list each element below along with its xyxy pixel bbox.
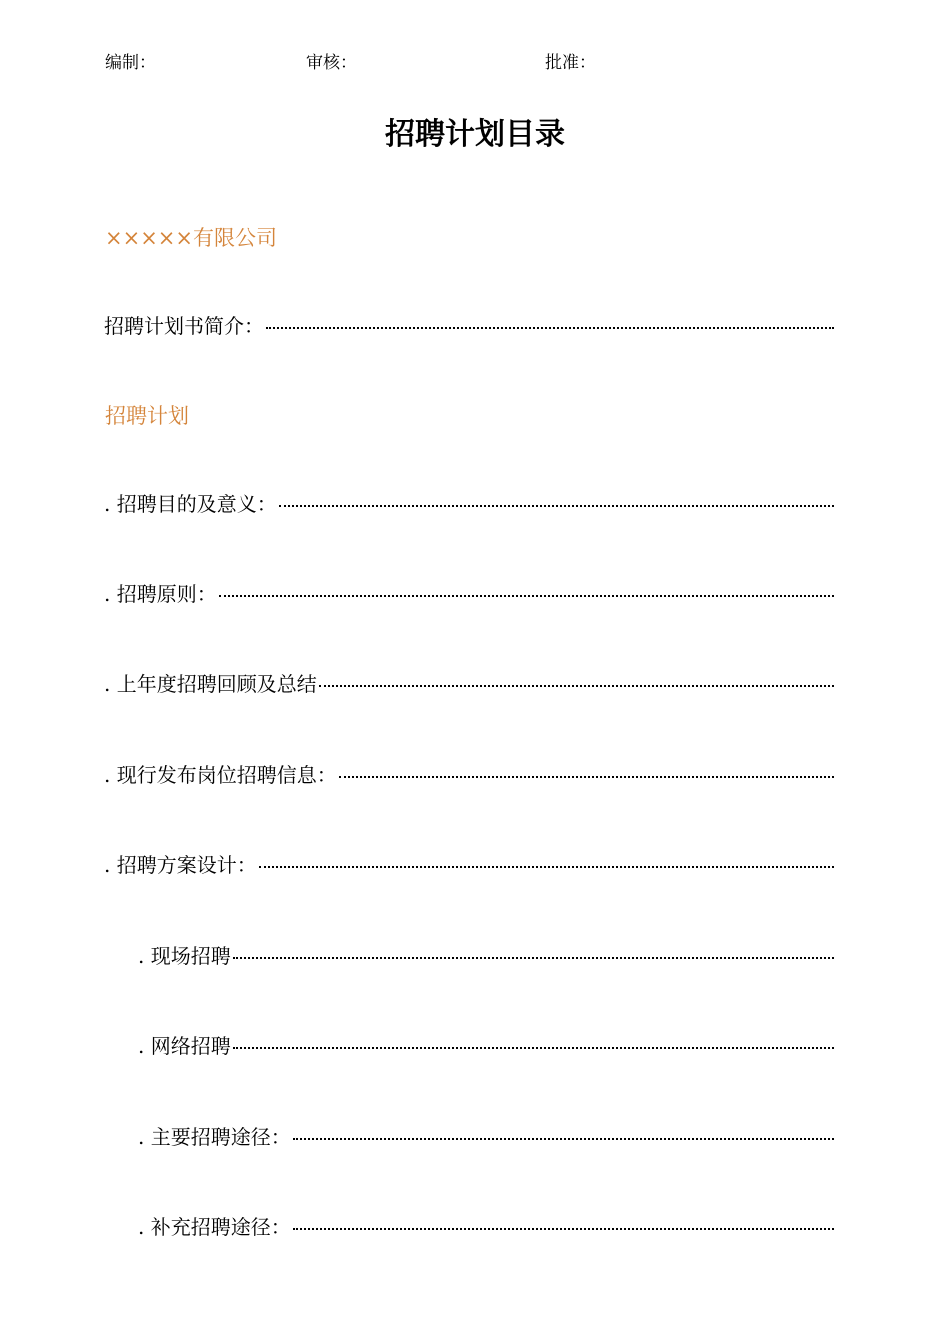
page-title: 招聘计划目录 xyxy=(385,117,565,152)
dot-leader xyxy=(339,775,834,778)
toc-entry-label: . 招聘原则： xyxy=(104,582,217,606)
reviewed-by-label: 审核： xyxy=(306,53,357,73)
dot-leader xyxy=(219,594,834,597)
approved-by-label: 批准： xyxy=(545,53,596,73)
dot-leader xyxy=(266,326,834,329)
section-heading: 招聘计划 xyxy=(105,404,189,428)
toc-entry-review[interactable] xyxy=(104,670,834,698)
toc-entry-label: . 现行发布岗位招聘信息： xyxy=(104,763,337,787)
dot-leader xyxy=(319,684,834,687)
toc-entry-label: . 补充招聘途径： xyxy=(138,1215,291,1239)
toc-entry-positions[interactable] xyxy=(104,761,834,789)
toc-entry-label: . 现场招聘 xyxy=(138,944,231,968)
toc-entry-label: . 招聘方案设计： xyxy=(104,853,257,877)
toc-entry-online[interactable] xyxy=(138,1032,834,1060)
toc-entry-label: 招聘计划书简介： xyxy=(104,314,264,338)
dot-leader xyxy=(233,956,834,959)
dot-leader xyxy=(279,504,834,507)
toc-entry-intro[interactable] xyxy=(104,312,834,340)
dot-leader xyxy=(293,1137,834,1140)
dot-leader xyxy=(233,1046,834,1049)
toc-entry-label: . 网络招聘 xyxy=(138,1034,231,1058)
dot-leader xyxy=(293,1227,834,1230)
toc-entry-purpose[interactable] xyxy=(104,490,834,518)
dot-leader xyxy=(259,865,834,868)
toc-entry-onsite[interactable] xyxy=(138,942,834,970)
toc-entry-principles[interactable] xyxy=(104,580,834,608)
company-name: ×××××有限公司 xyxy=(105,226,277,250)
toc-entry-label: . 招聘目的及意义： xyxy=(104,492,277,516)
toc-entry-plan-design[interactable] xyxy=(104,851,834,879)
toc-entry-label: . 主要招聘途径： xyxy=(138,1125,291,1149)
toc-entry-label: . 上年度招聘回顾及总结 xyxy=(104,672,317,696)
toc-entry-supplementary-channels[interactable] xyxy=(138,1213,834,1241)
toc-entry-main-channels[interactable] xyxy=(138,1123,834,1151)
compiled-by-label: 编制： xyxy=(105,53,156,73)
